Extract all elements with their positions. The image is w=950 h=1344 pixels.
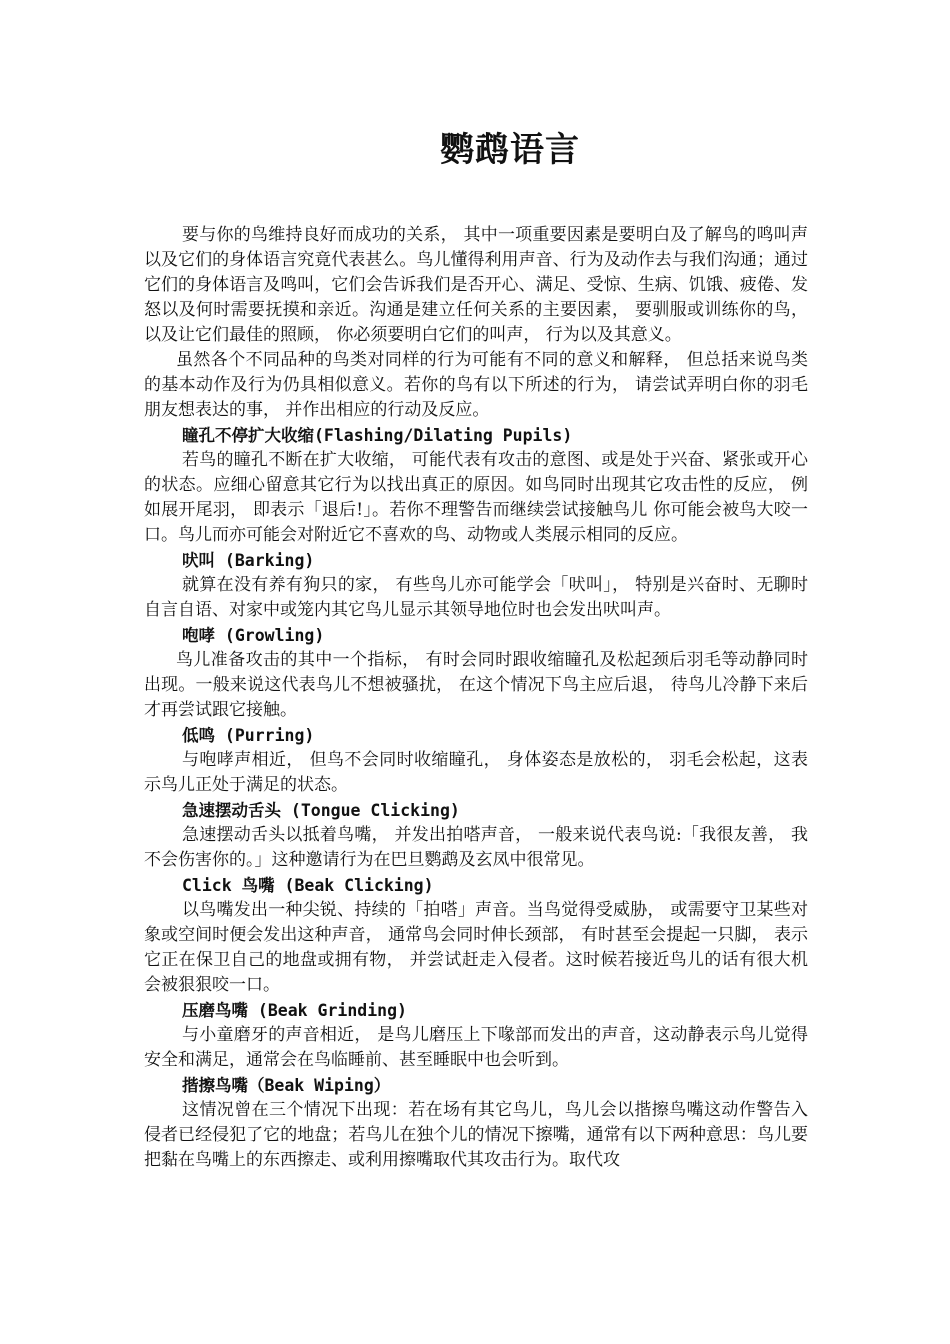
page-title: 鹦鹉语言 <box>440 130 580 170</box>
section-body-tongue-clicking: 急速摆动舌头以抵着鸟嘴， 并发出拍嗒声音， 一般来说代表鸟说:「我很友善， 我不会伤害你的。」这种邀请行为在巴旦鹦鹉及玄凤中很常见。 <box>144 825 808 870</box>
section-heading-purring: 低鸣 (Purring) <box>182 726 315 745</box>
intro-paragraph-1: 要与你的鸟维持良好而成功的关系， 其中一项重要因素是要明白及了解鸟的鸣叫声以及它们的身体语言究竟代表甚么。鸟儿懂得利用声音、行为及动作去与我们沟通；通过它们的身体语言及鸣叫，它们会告诉我们是否开心、满足、受惊、生病、饥饿、疲倦、发怒以及何时需要抚摸和亲近。沟通是建立任何关系的主要因素， 要驯服或训练你的鸟， 以及让它们最佳的照顾， 你必须要明白它们的叫声， 行为以及其意义。 <box>144 225 808 345</box>
section-heading-beak-grinding: 压磨鸟嘴 (Beak Grinding) <box>182 1001 407 1020</box>
section-body-beak-clicking: 以鸟嘴发出一种尖锐、持续的「拍嗒」声音。当鸟觉得受威胁， 或需要守卫某些对象或空间时便会发出这种声音， 通常鸟会同时伸长颈部， 有时甚至会提起一只脚， 表示它正在保卫自己的地盘或拥有物， 并尝试赶走入侵者。这时候若接近鸟儿的话有很大机会被狠狠咬一口。 <box>144 900 808 995</box>
section-heading-beak-wiping: 揩擦鸟嘴（Beak Wiping） <box>182 1076 391 1095</box>
section-heading-beak-clicking: Click 鸟嘴 (Beak Clicking) <box>182 876 434 895</box>
section-body-beak-wiping: 这情况曾在三个情况下出现：若在场有其它鸟儿，鸟儿会以揩擦鸟嘴这动作警告入侵者已经侵犯了它的地盘；若鸟儿在独个儿的情况下擦嘴，通常有以下两种意思：鸟儿要把黏在鸟嘴上的东西擦走、或利用擦嘴取代其攻击行为。取代攻 <box>144 1100 808 1170</box>
section-body-growling: 鸟儿准备攻击的其中一个指标， 有时会同时跟收缩瞳孔及松起颈后羽毛等动静同时出现。一般来说这代表鸟儿不想被骚扰， 在这个情况下鸟主应后退， 待鸟儿冷静下来后才再尝试跟它接触。 <box>144 650 808 720</box>
section-body-pupils: 若鸟的瞳孔不断在扩大收缩， 可能代表有攻击的意图、或是处于兴奋、紧张或开心的状态。应细心留意其它行为以找出真正的原因。如鸟同时出现其它攻击性的反应， 例如展开尾羽， 即表示「退后!」。若你不理警告而继续尝试接触鸟儿 你可能会被鸟大咬一口。鸟儿而亦可能会对附近它不喜欢的鸟、动物或人类展示相同的反应。 <box>144 450 808 545</box>
intro-paragraph-2: 虽然各个不同品种的鸟类对同样的行为可能有不同的意义和解释， 但总括来说鸟类的基本动作及行为仍具相似意义。若你的鸟有以下所述的行为， 请尝试弄明白你的羽毛朋友想表达的事， 并作出相应的行动及反应。 <box>144 350 808 420</box>
document-body <box>144 223 808 1173</box>
section-heading-tongue-clicking: 急速摆动舌头 (Tongue Clicking) <box>182 801 460 820</box>
section-body-purring: 与咆哮声相近， 但鸟不会同时收缩瞳孔， 身体姿态是放松的， 羽毛会松起，这表示鸟儿正处于满足的状态。 <box>144 750 808 795</box>
section-heading-growling: 咆哮 (Growling) <box>182 626 325 645</box>
section-body-beak-grinding: 与小童磨牙的声音相近， 是鸟儿磨压上下喙部而发出的声音，这动静表示鸟儿觉得安全和满足，通常会在鸟临睡前、甚至睡眠中也会听到。 <box>144 1025 808 1070</box>
section-body-barking: 就算在没有养有狗只的家， 有些鸟儿亦可能学会「吠叫」， 特别是兴奋时、无聊时自言自语、对家中或笼内其它鸟儿显示其领导地位时也会发出吠叫声。 <box>144 575 808 620</box>
section-heading-pupils: 瞳孔不停扩大收缩(Flashing/Dilating Pupils) <box>182 426 573 445</box>
section-heading-barking: 吠叫 (Barking) <box>182 551 315 570</box>
